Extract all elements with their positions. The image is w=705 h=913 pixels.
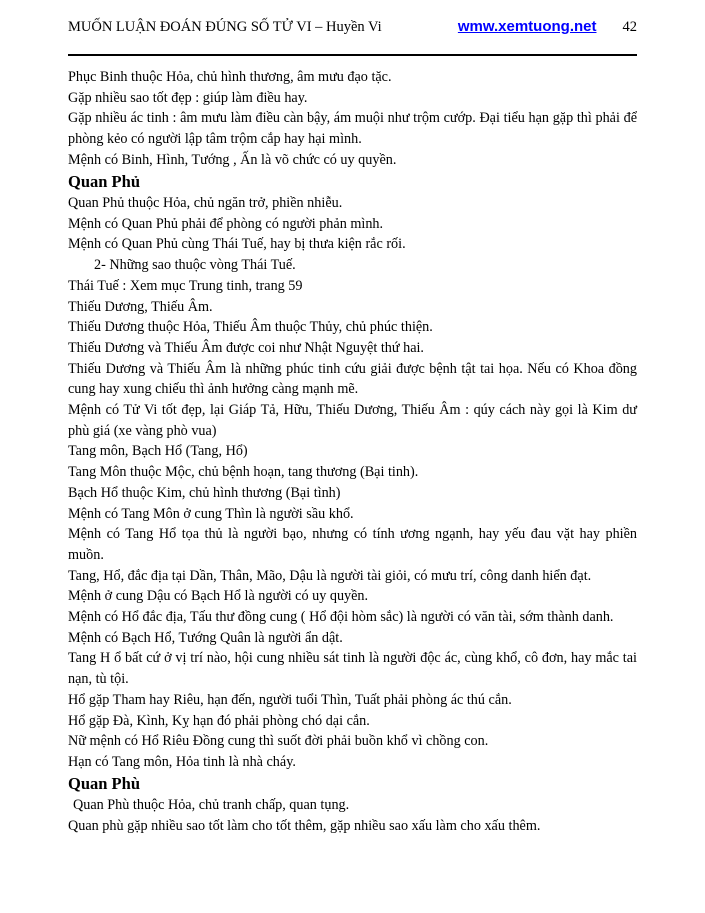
paragraph: Quan Phủ thuộc Hỏa, chủ ngăn trở, phiền nhiễu. — [68, 195, 343, 212]
section-heading: Quan Phù — [68, 773, 140, 793]
paragraph: Mệnh có Hổ đắc địa, Tấu thư đồng cung ( Hổ đội hòm sắc) là người có văn tài, sớm thành danh. — [68, 609, 614, 626]
paragraph: Gặp nhiều ác tinh : âm mưu làm điều càn bậy, ám muội như trộm cướp. Đại tiểu hạn gặp thì phải để phòng kẻo có người lập tâm trộm cắp hay hại mình. — [68, 110, 637, 148]
section-heading: Quan Phủ — [68, 171, 140, 191]
page-number: 42 — [622, 19, 637, 35]
document-title: MUỐN LUẬN ĐOÁN ĐÚNG SỐ TỬ VI – Huyền Vi — [68, 19, 382, 35]
paragraph: Mệnh ở cung Dậu có Bạch Hổ là người có uy quyền. — [68, 588, 369, 605]
document-body — [0, 56, 705, 837]
paragraph: Tang, Hổ, đắc địa tại Dần, Thân, Mão, Dậu là người tài giỏi, có mưu trí, công danh hiển đạt. — [68, 567, 592, 584]
paragraph: Hạn có Tang môn, Hỏa tinh là nhà cháy. — [68, 754, 296, 770]
paragraph: Mệnh có Binh, Hình, Tướng , Ấn là võ chức có uy quyền. — [68, 151, 397, 168]
paragraph: Nữ mệnh có Hổ Riêu Đồng cung thì suốt đời phải buồn khổ vì chồng con. — [68, 733, 489, 750]
paragraph: Mệnh có Bạch Hổ, Tướng Quân là người ẩn dật. — [68, 629, 343, 646]
paragraph: Tang H ổ bất cứ ở vị trí nào, hội cung nhiều sát tinh là người độc ác, cùng khổ, cô đơn, hay mắc tai nạn, tù tội. — [68, 650, 637, 688]
paragraph: Hổ gặp Tham hay Riêu, hạn đến, người tuổi Thìn, Tuất phải phòng ác thú cắn. — [68, 691, 512, 708]
paragraph: Thiếu Dương và Thiếu Âm được coi như Nhật Nguyệt thứ hai. — [68, 339, 424, 356]
paragraph: Mệnh có Tang Hổ tọa thủ là người bạo, nhưng có tính ương ngạnh, hay yếu đau vặt hay phiền muồn. — [68, 526, 637, 563]
paragraph: Bạch Hổ thuộc Kim, chủ hình thương (Bại tình) — [68, 484, 341, 501]
paragraph: Quan phù gặp nhiều sao tốt làm cho tốt thêm, gặp nhiều sao xấu làm cho xấu thêm. — [68, 817, 541, 834]
paragraph: Gặp nhiều sao tốt đẹp : giúp làm điều hay. — [68, 89, 308, 106]
paragraph: Tang Môn thuộc Mộc, chủ bệnh hoạn, tang thương (Bại tinh). — [68, 464, 419, 481]
paragraph: Mệnh có Quan Phủ phải để phòng có người phản mình. — [68, 215, 384, 232]
paragraph: Mệnh có Tử Vi tốt đẹp, lại Giáp Tả, Hữu, Thiếu Dương, Thiếu Âm : qúy cách này gọi là Kim dư phù giá (xe vàng phò vua) — [68, 402, 637, 439]
paragraph: Mệnh có Tang Môn ở cung Thìn là người sầu khổ. — [68, 505, 354, 522]
paragraph: Tang môn, Bạch Hổ (Tang, Hổ) — [68, 443, 248, 460]
website-link[interactable]: wmw.xemtuong.net — [457, 18, 597, 35]
paragraph: Phục Binh thuộc Hỏa, chủ hình thương, âm mưu đạo tặc. — [68, 69, 392, 85]
paragraph: Hổ gặp Đà, Kình, Kỵ hạn đó phải phòng chó dại cắn. — [68, 712, 370, 729]
page-header — [0, 0, 705, 37]
paragraph: Mệnh có Quan Phủ cùng Thái Tuế, hay bị thưa kiện rắc rối. — [68, 236, 406, 253]
paragraph: Thiếu Dương thuộc Hỏa, Thiếu Âm thuộc Thủy, chủ phúc thiện. — [68, 319, 433, 336]
paragraph: Thiếu Dương, Thiếu Âm. — [68, 298, 213, 315]
paragraph: 2- Những sao thuộc vòng Thái Tuế. — [94, 257, 296, 274]
paragraph: Quan Phù thuộc Hỏa, chủ tranh chấp, quan tụng. — [73, 797, 350, 814]
paragraph: Thái Tuế : Xem mục Trung tinh, trang 59 — [68, 277, 303, 294]
paragraph: Thiếu Dương và Thiếu Âm là những phúc tinh cứu giải được bệnh tật tai họa. Nếu có Khoa đồng cung hay xung chiếu thì ảnh hưởng càng mạnh mẽ. — [68, 360, 637, 398]
